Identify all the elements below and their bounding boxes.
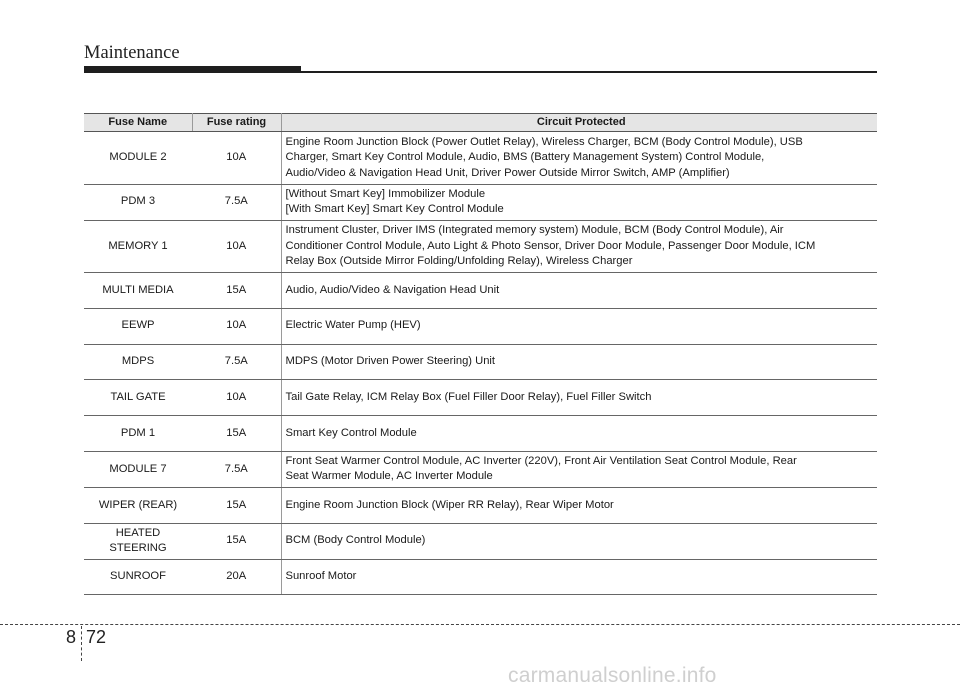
fuse-name: MODULE 2 [84, 132, 192, 185]
circuit-protected [281, 451, 877, 487]
table-row [84, 523, 877, 559]
fuse-name: MDPS [84, 344, 192, 380]
fuse-rating: 7.5A [192, 451, 281, 487]
fuse-name: WIPER (REAR) [84, 487, 192, 523]
fuse-name: PDM 1 [84, 416, 192, 452]
circuit-protected: Tail Gate Relay, ICM Relay Box (Fuel Filler Door Relay), Fuel Filler Switch [281, 380, 877, 416]
table-row [84, 344, 877, 380]
circuit-protected [281, 220, 877, 273]
header-rule [84, 71, 877, 73]
fuse-rating: 10A [192, 308, 281, 344]
circuit-protected [281, 132, 877, 185]
table-row [84, 416, 877, 452]
table-row [84, 273, 877, 309]
fuse-rating: 10A [192, 220, 281, 273]
fuse-name: TAIL GATE [84, 380, 192, 416]
fuse-rating: 7.5A [192, 184, 281, 220]
circuit-line: Seat Warmer Module, AC Inverter Module [285, 470, 493, 483]
circuit-line: Charger, Smart Key Control Module, Audio, BMS (Battery Management System) Control Module, [285, 151, 765, 163]
circuit-line: Engine Room Junction Block (Power Outlet Relay), Wireless Charger, BCM (Body Control Module), USB [285, 135, 803, 148]
circuit-protected: MDPS (Motor Driven Power Steering) Unit [281, 344, 877, 380]
fuse-name-line: STEERING [109, 542, 167, 555]
table-row [84, 487, 877, 523]
fuse-rating: 7.5A [192, 344, 281, 380]
circuit-line: [With Smart Key] Smart Key Control Module [285, 203, 504, 215]
table-row [84, 184, 877, 220]
fuse-name: SUNROOF [84, 559, 192, 595]
circuit-line: Front Seat Warmer Control Module, AC Inverter (220V), Front Air Ventilation Seat Control Module, Rear [285, 454, 797, 467]
watermark: carmanualsonline.info [508, 664, 717, 687]
circuit-protected: Engine Room Junction Block (Wiper RR Relay), Rear Wiper Motor [281, 487, 877, 523]
fuse-rating: 15A [192, 416, 281, 452]
circuit-protected [281, 184, 877, 220]
table-row [84, 451, 877, 487]
fuse-name: MEMORY 1 [84, 220, 192, 273]
chapter-number: 8 [66, 627, 77, 647]
circuit-protected: BCM (Body Control Module) [281, 523, 877, 559]
fuse-name-line: HEATED [115, 526, 161, 539]
fuse-name: MODULE 7 [84, 451, 192, 487]
circuit-line: Instrument Cluster, Driver IMS (Integrated memory system) Module, BCM (Body Control Module), Air [285, 224, 784, 236]
fuse-name: MULTI MEDIA [84, 273, 192, 309]
header-fuse-rating: Fuse rating [192, 114, 281, 132]
table-row [84, 559, 877, 595]
fuse-table [84, 113, 877, 595]
table-row [84, 380, 877, 416]
fuse-rating: 10A [192, 380, 281, 416]
header-fuse-name: Fuse Name [84, 114, 192, 132]
circuit-protected: Electric Water Pump (HEV) [281, 308, 877, 344]
footer-rule [0, 624, 960, 625]
fuse-rating: 20A [192, 559, 281, 595]
fuse-name: EEWP [84, 308, 192, 344]
fuse-rating: 15A [192, 273, 281, 309]
circuit-protected: Audio, Audio/Video & Navigation Head Unit [281, 273, 877, 309]
table-row [84, 132, 877, 185]
circuit-line: Relay Box (Outside Mirror Folding/Unfolding Relay), Wireless Charger [285, 255, 633, 267]
page-number-separator [81, 626, 82, 661]
fuse-rating: 15A [192, 523, 281, 559]
table-header-row [84, 114, 877, 132]
fuse-rating: 10A [192, 132, 281, 185]
circuit-line: [Without Smart Key] Immobilizer Module [285, 187, 486, 200]
table-row [84, 308, 877, 344]
page-number: 72 [86, 627, 107, 647]
header-circuit-protected: Circuit Protected [281, 114, 877, 132]
circuit-protected: Sunroof Motor [281, 559, 877, 595]
fuse-name [84, 523, 192, 559]
section-title: Maintenance [84, 43, 180, 63]
circuit-line: Conditioner Control Module, Auto Light & Photo Sensor, Driver Door Module, Passenger Door Module, ICM [285, 239, 816, 252]
fuse-rating: 15A [192, 487, 281, 523]
circuit-line: Audio/Video & Navigation Head Unit, Driver Power Outside Mirror Switch, AMP (Amplifier) [285, 166, 730, 179]
circuit-protected: Smart Key Control Module [281, 416, 877, 452]
fuse-name: PDM 3 [84, 184, 192, 220]
table-row [84, 220, 877, 273]
